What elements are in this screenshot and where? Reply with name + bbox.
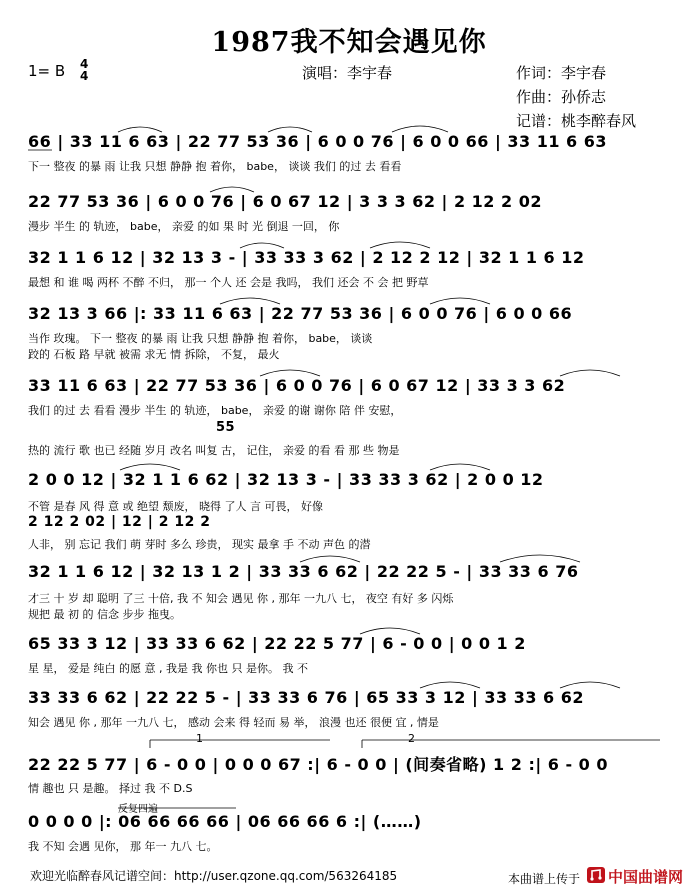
volta-1-label: 1 <box>196 732 203 745</box>
score-row-3-lyrics: 最想 和 谁 喝 两杯 不醉 不归， 那一 个人 还 会是 我吗， 我们 还会 不 会 把 野草 <box>28 276 429 289</box>
slur <box>360 628 420 634</box>
composer: 作曲：孙侨志 <box>516 88 607 106</box>
score-row-9-notes: 65 33 3 12 | 33 33 6 62 | 22 22 5 77 | 6 - 0 0 | 0 0 1 2 <box>28 634 526 653</box>
volta-bracket-2 <box>362 740 660 748</box>
time-signature-top: 4 <box>80 57 89 71</box>
score-row-11-notes: 22 22 5 77 | 6 - 0 0 | 0 0 0 67 :| 6 - 0 0 | (间奏省略) 1 2 :| 6 - 0 0 <box>28 755 609 774</box>
footer-upload-label: 本曲谱上传于 <box>508 872 581 886</box>
slur <box>420 682 480 688</box>
score-row-4-notes: 32 13 3 66 |: 33 11 6 63 | 22 77 53 36 | 6 0 0 76 | 6 0 0 66 <box>28 304 573 323</box>
score-row-10-lyrics: 知会 遇见 你 , 那年 一九八 七， 感动 会来 得 轻而 易 举， 浪漫 也还 很便 宜 , 情是 <box>28 716 439 729</box>
score-row-11-lyrics: 情 趣也 只 是趣。 择过 我 不 D.S <box>28 782 193 795</box>
score-row-7-lyrics: 人非， 别 忘记 我们 萌 芽时 多么 珍贵， 现实 最拿 手 不动 声色 的潜 <box>28 538 371 551</box>
slur <box>560 682 620 688</box>
time-signature-bottom: 4 <box>80 69 89 83</box>
volta-bracket-1 <box>150 740 330 748</box>
site-logo-icon <box>586 866 606 884</box>
score-row-5-lyrics-2: 热的 流行 歌 也已 经随 岁月 改名 叫复 古， 记住， 亲爱 的看 看 那 些 物是 <box>28 444 400 457</box>
score-row-6-notes: 2 0 0 12 | 32 1 1 6 62 | 32 13 3 - | 33 33 3 62 | 2 0 0 12 <box>28 470 544 489</box>
slur <box>210 187 254 192</box>
score-row-12-notes: 0 0 0 0 |: 06 66 66 66 | 06 66 66 6 :| (……) <box>28 812 422 831</box>
footer-welcome: 欢迎光临醉春风记谱空间：http://user.qzone.qq.com/563264185 <box>30 869 398 883</box>
score-row-8-notes: 32 1 1 6 12 | 32 13 1 2 | 33 33 6 62 | 22 22 5 - | 33 33 6 76 <box>28 562 579 581</box>
score-row-8-lyrics-2: 规把 最 初 的 信念 步步 拖曳。 <box>28 608 181 621</box>
slur <box>268 127 312 132</box>
slur <box>560 370 620 376</box>
score-row-6-top-notes: 55 <box>216 420 236 435</box>
slur <box>220 298 280 304</box>
score-row-5-lyrics-1: 我们 的过 去 看看 漫步 半生 的 轨迹， babe， 亲爱 的谢 谢你 陪 伴 安慰， <box>28 404 402 417</box>
score-row-4-lyrics-2: 跤的 石板 路 早就 被需 求无 情 拆除， 不复， 最火 <box>28 348 280 361</box>
score-row-3-notes: 32 1 1 6 12 | 32 13 3 - | 33 33 3 62 | 2 12 2 12 | 32 1 1 6 12 <box>28 248 585 267</box>
score-row-6-lyrics: 不管 是春 风 得 意 或 绝望 颓废， 晓得 了人 言 可畏， 好像 <box>28 500 323 513</box>
slur <box>430 464 490 470</box>
slur <box>300 556 360 562</box>
score-row-1-lyrics: 下一 整夜 的暴 雨 让我 只想 静静 抱 着你， babe， 谈谈 我们 的过 去 看看 <box>28 160 402 173</box>
slur <box>120 464 180 470</box>
key-signature: 1= B <box>28 62 66 80</box>
slur <box>430 298 490 304</box>
score-row-12-lyrics: 我 不知 会遇 见你， 那 年一 九八 七。 <box>28 840 218 853</box>
slur <box>260 370 320 376</box>
site-name[interactable]: 中国曲谱网 <box>608 868 684 886</box>
singer: 演唱：李宇春 <box>302 64 393 82</box>
score-row-2-notes: 22 77 53 36 | 6 0 0 76 | 6 0 67 12 | 3 3 3 62 | 2 12 2 02 <box>28 192 542 211</box>
slur <box>500 555 580 562</box>
volta-2-label: 2 <box>408 732 415 745</box>
score-row-1-notes: 66 | 33 11 6 63 | 22 77 53 36 | 6 0 0 76 | 6 0 0 66 | 33 11 6 63 <box>28 132 607 151</box>
score-row-4-lyrics-1: 当作 玫瑰。 下一 整夜 的暴 雨 让我 只想 静静 抱 着你， babe， 谈谈 <box>28 332 373 345</box>
transcriber: 记谱：桃李醉春风 <box>516 112 637 130</box>
repeat-four-times-label: 反复四遍 <box>118 804 158 815</box>
slur <box>118 127 162 132</box>
score-row-10-notes: 33 33 6 62 | 22 22 5 - | 33 33 6 76 | 65 33 3 12 | 33 33 6 62 <box>28 688 585 707</box>
slur <box>370 242 430 248</box>
score-row-5-notes: 33 11 6 63 | 22 77 53 36 | 6 0 0 76 | 6 0 67 12 | 33 3 3 62 <box>28 376 566 395</box>
slur <box>392 126 448 132</box>
lyricist: 作词：李宇春 <box>516 64 607 82</box>
score-row-8-lyrics-1: 才三 十 岁 却 聪明 了三 十倍, 我 不 知会 遇见 你 , 那年 一九八 七， 夜空 有好 多 闪烁 <box>28 592 454 605</box>
slur <box>240 243 284 248</box>
score-row-9-lyrics: 星 星， 爱是 纯白 的愿 意 , 我是 我 你也 只 是你。 我 不 <box>28 662 308 675</box>
page-title: 1987我不知会遇见你 <box>211 27 487 58</box>
score-row-2-lyrics: 漫步 半生 的 轨迹， babe， 亲爱 的如 果 时 光 倒退 一回， 你 <box>28 220 340 233</box>
score-row-7-notes: 2 12 2 02 | 12 | 2 12 2 <box>28 514 211 530</box>
